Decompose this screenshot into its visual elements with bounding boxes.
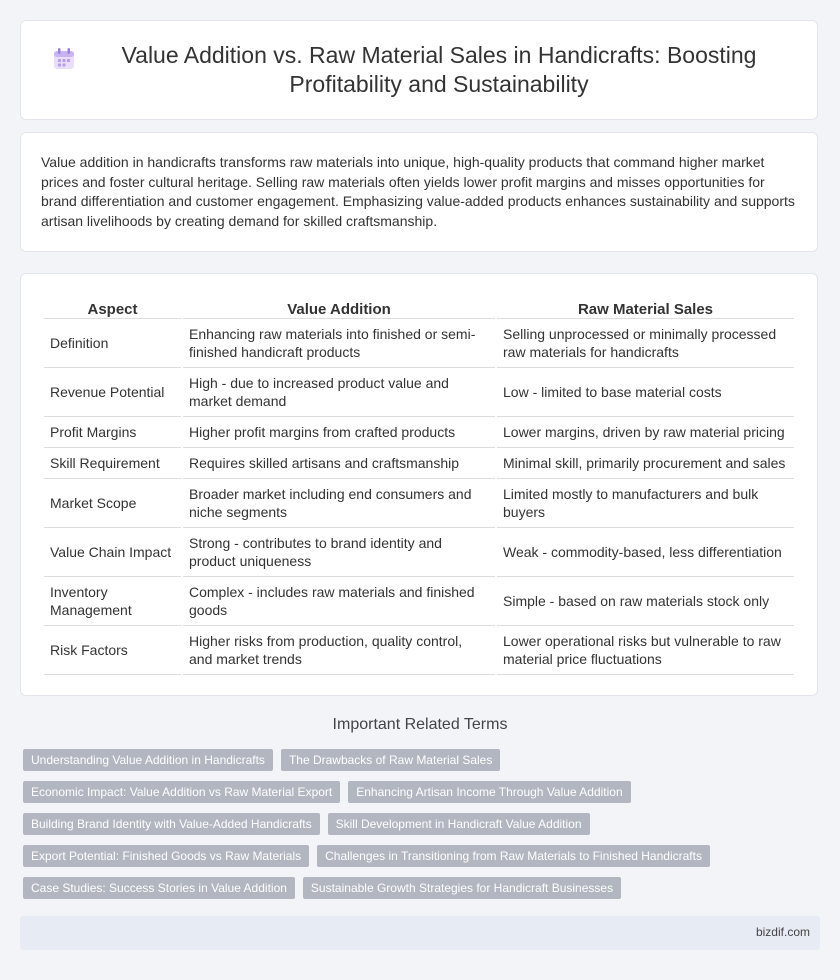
related-term-tag[interactable]: Economic Impact: Value Addition vs Raw Material Export <box>23 781 340 803</box>
related-term-tag[interactable]: Skill Development in Handicraft Value Addition <box>328 813 590 835</box>
related-term-tag[interactable]: Sustainable Growth Strategies for Handicraft Businesses <box>303 877 621 899</box>
related-term-tag[interactable]: Case Studies: Success Stories in Value Addition <box>23 877 295 899</box>
table-cell: Skill Requirement <box>44 448 181 479</box>
table-cell: Value Chain Impact <box>44 528 181 577</box>
table-row <box>44 368 794 417</box>
table-cell: Higher risks from production, quality control, and market trends <box>183 626 495 675</box>
footer-site-link[interactable]: bizdif.com <box>755 925 810 939</box>
table-row <box>44 417 794 448</box>
intro-card <box>20 132 818 252</box>
table-cell: Limited mostly to manufacturers and bulk buyers <box>497 479 794 528</box>
table-cell: Broader market including end consumers and niche segments <box>183 479 495 528</box>
footer <box>20 916 820 950</box>
related-term-tag[interactable]: The Drawbacks of Raw Material Sales <box>281 749 500 771</box>
calendar-icon <box>51 46 77 72</box>
table-cell: Requires skilled artisans and craftsmanship <box>183 448 495 479</box>
table-cell: Low - limited to base material costs <box>497 368 794 417</box>
related-term-tag[interactable]: Enhancing Artisan Income Through Value Addition <box>348 781 630 803</box>
table-row <box>44 626 794 675</box>
table-cell: Market Scope <box>44 479 181 528</box>
table-cell: Enhancing raw materials into finished or semi-finished handicraft products <box>183 319 495 368</box>
related-term-tag[interactable]: Understanding Value Addition in Handicrafts <box>23 749 273 771</box>
table-cell: Selling unprocessed or minimally processed raw materials for handicrafts <box>497 319 794 368</box>
table-row <box>44 577 794 626</box>
intro-text: Value addition in handicrafts transforms raw materials into unique, high-quality products that command higher market prices and foster cultural heritage. Selling raw materials often yields lower profit margins and misses opportunities for brand differentiation and customer engagement. Emphasizing value-added products enhances sustainability and supports artisan livelihoods by creating demand for skilled craftsmanship. <box>41 154 795 229</box>
header-raw-material-sales: Raw Material Sales <box>497 294 794 319</box>
table-cell: Strong - contributes to brand identity and product uniqueness <box>183 528 495 577</box>
table-cell: Weak - commodity-based, less differentiation <box>497 528 794 577</box>
title-wrap <box>21 41 817 99</box>
related-term-tag[interactable]: Building Brand Identity with Value-Added Handicrafts <box>23 813 320 835</box>
table-cell: Profit Margins <box>44 417 181 448</box>
table-cell: Risk Factors <box>44 626 181 675</box>
header-aspect: Aspect <box>44 294 181 319</box>
header-value-addition: Value Addition <box>183 294 495 319</box>
related-terms-title: Important Related Terms <box>332 716 508 733</box>
table-cell: High - due to increased product value and market demand <box>183 368 495 417</box>
title-card <box>20 20 818 120</box>
table-cell: Inventory Management <box>44 577 181 626</box>
comparison-table <box>42 294 796 675</box>
related-terms-list <box>23 749 823 899</box>
related-term-tag[interactable]: Export Potential: Finished Goods vs Raw Materials <box>23 845 309 867</box>
table-header-row <box>44 294 794 319</box>
table-cell: Complex - includes raw materials and finished goods <box>183 577 495 626</box>
table-cell: Definition <box>44 319 181 368</box>
related-term-tag[interactable]: Challenges in Transitioning from Raw Materials to Finished Handicrafts <box>317 845 710 867</box>
table-row <box>44 448 794 479</box>
table-cell: Revenue Potential <box>44 368 181 417</box>
table-cell: Minimal skill, primarily procurement and sales <box>497 448 794 479</box>
table-cell: Lower margins, driven by raw material pricing <box>497 417 794 448</box>
table-cell: Simple - based on raw materials stock only <box>497 577 794 626</box>
table-row <box>44 319 794 368</box>
page-title: Value Addition vs. Raw Material Sales in Handicrafts: Boosting Profitability and Sustainability <box>121 42 757 97</box>
table-cell: Lower operational risks but vulnerable to raw material price fluctuations <box>497 626 794 675</box>
table-row <box>44 479 794 528</box>
comparison-table-card <box>20 273 818 696</box>
table-row <box>44 528 794 577</box>
table-cell: Higher profit margins from crafted products <box>183 417 495 448</box>
